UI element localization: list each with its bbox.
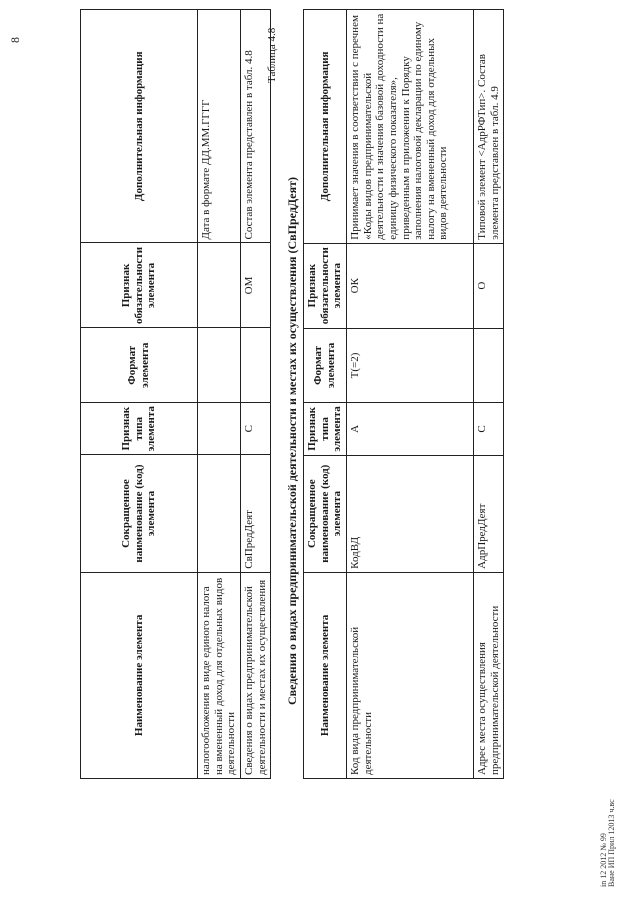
- table1-cell: [240, 328, 270, 403]
- table2-cell: АдрПредДеят: [474, 455, 504, 572]
- table1-cell: Сведения о видах предпринимательской деятельности и местах их осуществления: [240, 572, 270, 778]
- table1-header: Наименование элемента: [81, 572, 198, 778]
- table2-cell: Адрес места осуществления предпринимательской деятельности: [474, 572, 504, 778]
- table2-cell: КодВД: [347, 455, 474, 572]
- table2-cell: [474, 328, 504, 403]
- table1-cell: [198, 455, 241, 572]
- table2-header: Дополнительная информация: [304, 10, 347, 244]
- table-row: [198, 10, 241, 779]
- table1-cell: [198, 243, 241, 328]
- table2-cell: T(=2): [347, 328, 474, 403]
- table1-cell: Дата в формате ДД.ММ.ГГГГ: [198, 10, 241, 244]
- table2-header: Сокращенное наименование (код) элемента: [304, 455, 347, 572]
- page-number: 8: [8, 37, 22, 43]
- table1-cell: СвПредДеят: [240, 455, 270, 572]
- table-svpreddeyat: [303, 9, 504, 779]
- footer-line: in 12 2012 № 99: [599, 833, 608, 887]
- table1-cell: ОМ: [240, 243, 270, 328]
- table1-header: Сокращенное наименование (код) элемента: [81, 455, 198, 572]
- table-row: [240, 10, 270, 779]
- table2-cell: С: [474, 403, 504, 455]
- table2-header: Признак обязательности элемента: [304, 243, 347, 328]
- table1-header: Формат элемента: [81, 328, 198, 403]
- table1-cell: налогообложения в виде единого налога на вмененный доход для отдельных видов деятельности: [198, 572, 241, 778]
- table2-cell: А: [347, 403, 474, 455]
- table1-cell: [198, 328, 241, 403]
- table-row: [347, 10, 474, 779]
- table2-header: Формат элемента: [304, 328, 347, 403]
- table1-cell: [198, 403, 241, 455]
- table2-cell: Типовой элемент <АдрРФТип>. Состав элемента представлен в табл. 4.9: [474, 10, 504, 244]
- footer-line: Ване ИП Прил 12013 ч.вс: [607, 799, 617, 887]
- table1-header: Признак обязательности элемента: [81, 243, 198, 328]
- table1-cell: С: [240, 403, 270, 455]
- table1-cell: Состав элемента представлен в табл. 4.8: [240, 10, 270, 244]
- table2-cell: Код вида предпринимательской деятельности: [347, 572, 474, 778]
- table2-cell: Принимает значения в соответствии с перечнем «Коды видов предпринимательской деятельности и значения базовой доходности на единицу физического показателя», приведенным в приложении к Порядку заполнения налоговой декларации по единому налогу на вмененный доход для отдельных видов деятельности: [347, 10, 474, 244]
- table-label: Таблица 4.8: [266, 27, 278, 83]
- table2-header: Наименование элемента: [304, 572, 347, 778]
- table2-header-row: [304, 10, 347, 779]
- table2-cell: О: [474, 243, 504, 328]
- table1-header: Признак типа элемента: [81, 403, 198, 455]
- table-continuation: [80, 9, 271, 779]
- table-title: Сведения о видах предпринимательской деятельности и местах их осуществления (СвПредДеят): [285, 177, 299, 705]
- table2-cell: ОК: [347, 243, 474, 328]
- footer-note: [600, 799, 617, 887]
- table-row: [474, 10, 504, 779]
- table1-header: Дополнительная информация: [81, 10, 198, 244]
- table2-header: Признак типа элемента: [304, 403, 347, 455]
- table1-header-row: [81, 10, 198, 779]
